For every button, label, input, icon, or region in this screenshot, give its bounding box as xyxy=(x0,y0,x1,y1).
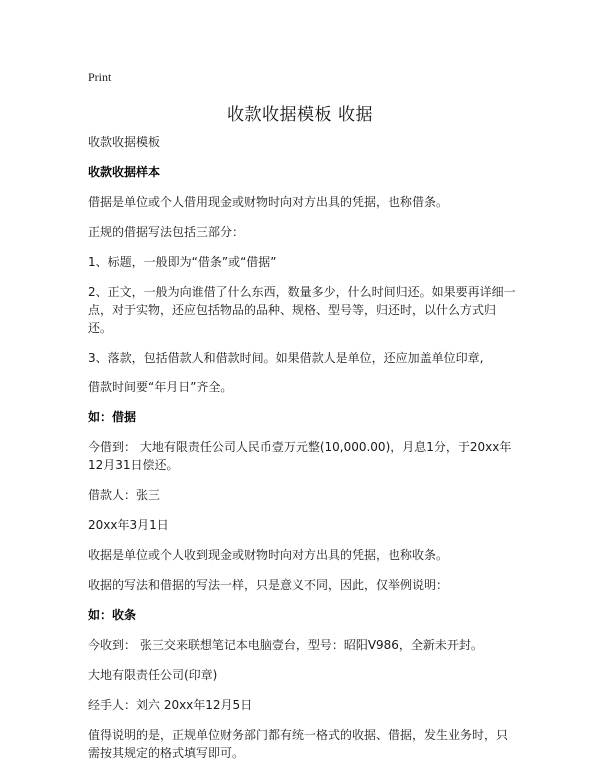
paragraph-iou-date: 20xx年3月1日 xyxy=(88,518,169,532)
paragraph-receipt-example-body: 今收到： 张三交来联想笔记本电脑壹台，型号：昭阳V986，全新未开封。 xyxy=(88,638,483,652)
paragraph-borrower: 借款人：张三 xyxy=(88,488,161,502)
paragraph-iou-format-intro: 正规的借据写法包括三部分： xyxy=(88,225,245,239)
paragraph-closing-note: 值得说明的是，正规单位财务部门都有统一格式的收据、借据，发生业务时，只需按其规定的格式填写即可。 xyxy=(88,728,509,760)
paragraph-receipt-definition: 收据是单位或个人收到现金或财物时向对方出具的凭据，也称收条。 xyxy=(88,548,449,562)
heading-receipt-example: 如：收条 xyxy=(88,608,137,622)
paragraph-format-title: 1、标题，一般即为“借条”或“借据” xyxy=(88,255,277,269)
paragraph-format-signature: 3、落款，包括借款人和借款时间。如果借款人是单位，还应加盖单位印章, xyxy=(88,351,484,365)
document-body xyxy=(88,133,518,774)
paragraph-date-note: 借款时间要“年月日”齐全。 xyxy=(88,380,233,394)
print-label: Print xyxy=(88,70,112,84)
heading-receipt-sample: 收款收据样本 xyxy=(88,165,161,179)
paragraph-template-name: 收款收据模板 xyxy=(88,135,161,149)
page-title: 收款收据模板 收据 xyxy=(227,105,373,125)
heading-iou-example: 如：借据 xyxy=(88,410,137,424)
paragraph-iou-example-body: 今借到： 大地有限责任公司人民币壹万元整(10,000.00)，月息1分，于20xx年12月31日偿还。 xyxy=(88,440,512,472)
paragraph-receipt-note: 收据的写法和借据的写法一样，只是意义不同，因此，仅举例说明： xyxy=(88,578,449,592)
paragraph-company-seal: 大地有限责任公司(印章) xyxy=(88,668,218,682)
paragraph-iou-definition: 借据是单位或个人借用现金或财物时向对方出具的凭据，也称借条。 xyxy=(88,195,449,209)
paragraph-format-body: 2、正文，一般为向谁借了什么东西，数量多少，什么时间归还。如果要再详细一点，对于实物，还应包括物品的品种、规格、型号等，归还时，以什么方式归还。 xyxy=(88,285,516,335)
paragraph-handler: 经手人：刘六 20xx年12月5日 xyxy=(88,698,253,712)
